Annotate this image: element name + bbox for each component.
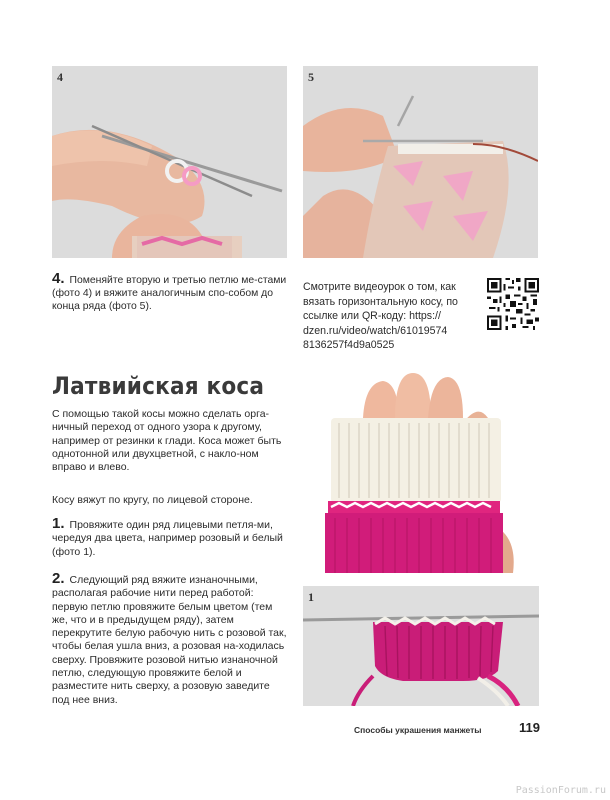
watermark: PassionForum.ru	[515, 785, 606, 796]
step-1-text: Провяжите один ряд лицевыми петля-ми, чередуя два цвета, например розовый и белый (фото 1).	[52, 519, 283, 558]
photo-4-number: 4	[57, 70, 63, 84]
step-4-text: Поменяйте вторую и третью петлю ме-стами (фото 4) и вяжите аналогичным спо-собом до конца ряда (фото 5).	[52, 275, 287, 313]
step-1-number: 1.	[52, 515, 65, 532]
paragraph-intro: С помощью такой косы можно сделать орга-ничный переход от одного узора к другому, например от резинки к глади. Коса может быть однотонной или двухцветной, с накло-ном вправо и влево.	[52, 408, 282, 474]
photo-4	[52, 66, 287, 258]
photo-4-image	[52, 66, 287, 258]
page-number: 119	[519, 720, 540, 735]
qr-code[interactable]	[487, 278, 539, 330]
step-4	[52, 272, 288, 314]
photo-1	[303, 586, 539, 706]
photo-5	[303, 66, 538, 258]
step-1	[52, 517, 287, 559]
photo-5-image	[303, 66, 538, 258]
photo-5-number: 5	[308, 70, 314, 84]
video-reference-text: Смотрите видеоурок о том, как вязать горизонтальную косу, по ссылке или QR-коду: https:// dzen.ru/video/watch/61019574 8136257f4d9a0525	[303, 281, 458, 351]
photo-mitten	[303, 373, 539, 573]
photo-mitten-image	[303, 373, 539, 573]
footer-chapter-label: Способы украшения манжеты	[354, 725, 482, 735]
step-2	[52, 572, 287, 707]
step-4-number: 4.	[52, 270, 65, 287]
step-2-number: 2.	[52, 570, 65, 587]
qr-code-icon	[487, 278, 539, 330]
section-title: Латвийская коса	[52, 372, 265, 400]
step-2-text: Следующий ряд вяжите изнаночными, располагая рабочие нити перед работой: первую петлю провяжите белым цветом (тем же, что и в предыдущем ряду), затем перекрутите белую рабочую нить с розовой так, чтобы белая ушла вниз, а розовая на-ходилась сверху. Провяжите розовой нитью изнаночной петлю, следующую провяжите белой и разместите нить сверху, а розовую заведите под нее вниз.	[52, 574, 287, 706]
paragraph-knit-round: Косу вяжут по кругу, по лицевой стороне.	[52, 494, 253, 506]
photo-1-image	[303, 586, 539, 706]
photo-1-number: 1	[308, 590, 314, 604]
